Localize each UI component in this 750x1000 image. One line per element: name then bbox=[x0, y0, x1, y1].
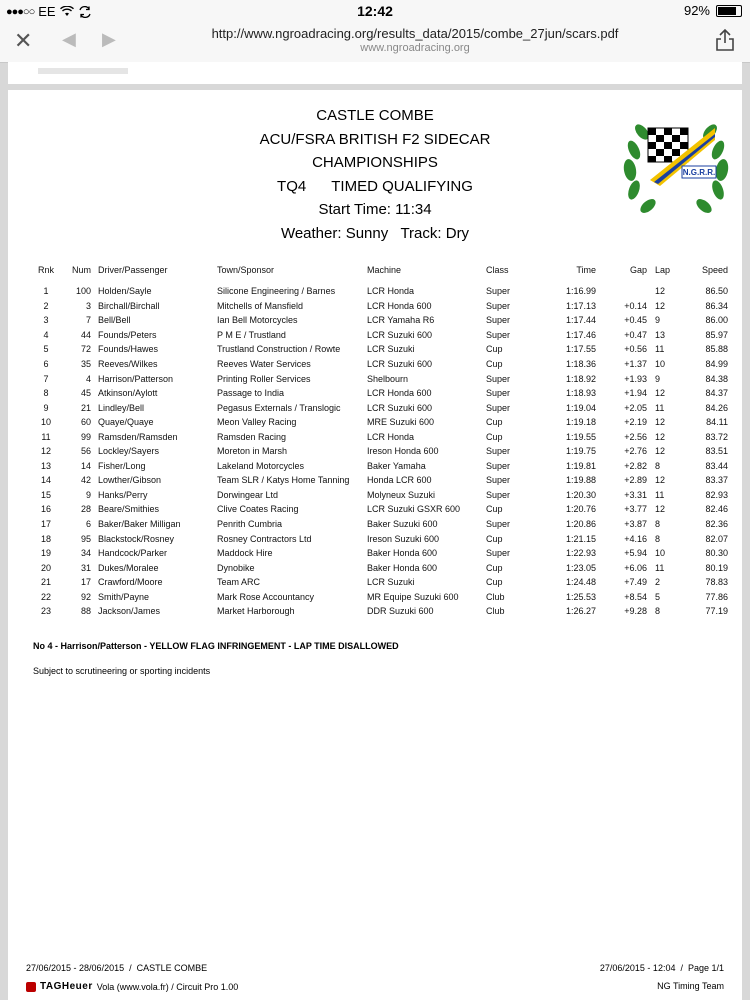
cell-car-number: 45 bbox=[80, 388, 91, 399]
cell-lap-time: 1:19.18 bbox=[565, 417, 596, 428]
cell-lap-time: 1:19.88 bbox=[565, 475, 596, 486]
cell-gap: +7.49 bbox=[624, 577, 647, 588]
col-town: Town/Sponsor bbox=[217, 265, 275, 275]
cell-speed: 82.07 bbox=[705, 533, 728, 544]
cell-machine: LCR Suzuki 600 bbox=[367, 402, 433, 413]
cell-car-number: 21 bbox=[80, 402, 91, 413]
cell-car-number: 34 bbox=[80, 548, 91, 559]
close-icon[interactable]: ✕ bbox=[14, 28, 33, 53]
forward-icon[interactable]: ▶ bbox=[102, 29, 116, 49]
subject-note: Subject to scrutineering or sporting incidents bbox=[33, 666, 211, 676]
cell-car-number: 7 bbox=[85, 315, 91, 326]
cell-car-number: 31 bbox=[80, 562, 91, 573]
cell-speed: 85.97 bbox=[705, 329, 728, 340]
cell-laps: 11 bbox=[655, 402, 665, 413]
cell-machine: Molyneux Suzuki bbox=[367, 489, 436, 500]
cell-laps: 8 bbox=[655, 606, 661, 617]
cell-laps: 12 bbox=[655, 504, 666, 515]
cell-class: Cup bbox=[486, 431, 503, 442]
col-num: Num bbox=[71, 265, 91, 275]
cell-car-number: 3 bbox=[85, 300, 91, 311]
cell-gap: +1.37 bbox=[624, 359, 647, 369]
cell-gap: +4.16 bbox=[624, 533, 647, 544]
cell-speed: 82.36 bbox=[705, 519, 728, 530]
session-name: TIMED QUALIFYING bbox=[331, 177, 473, 195]
cell-town-sponsor: P M E / Trustland bbox=[217, 329, 286, 340]
session-code: TQ4 bbox=[277, 177, 307, 195]
cell-rank: 10 bbox=[40, 417, 51, 428]
cell-gap bbox=[601, 284, 655, 299]
cell-laps: 12 bbox=[655, 388, 666, 399]
cell-class: Super bbox=[486, 300, 511, 311]
cell-speed: 84.11 bbox=[706, 417, 728, 428]
cell-machine: LCR Honda 600 bbox=[367, 388, 432, 399]
cell-car-number: 17 bbox=[80, 577, 91, 588]
footer-team: NG Timing Team bbox=[657, 981, 724, 991]
start-time: Start Time: 11:34 bbox=[318, 201, 432, 218]
cell-rank: 11 bbox=[41, 431, 51, 442]
col-class: Class bbox=[486, 265, 509, 275]
cell-laps: 8 bbox=[655, 460, 661, 471]
cell-machine: Baker Honda 600 bbox=[367, 548, 438, 559]
table-row bbox=[33, 444, 728, 459]
cell-driver-passenger: Lowther/Gibson bbox=[98, 475, 162, 486]
cell-town-sponsor: Silicone Engineering / Barnes bbox=[217, 286, 336, 297]
cell-speed: 84.99 bbox=[705, 359, 728, 369]
cell-driver-passenger: Crawford/Moore bbox=[98, 577, 163, 588]
cell-speed: 83.37 bbox=[705, 475, 728, 486]
cell-car-number: 42 bbox=[80, 475, 91, 486]
cell-car-number: 4 bbox=[85, 373, 91, 384]
cell-rank: 1 bbox=[43, 286, 49, 297]
cell-rank: 8 bbox=[43, 388, 49, 399]
cell-lap-time: 1:23.05 bbox=[565, 562, 596, 573]
cell-driver-passenger: Beare/Smithies bbox=[98, 504, 160, 515]
cell-driver-passenger: Hanks/Perry bbox=[98, 489, 148, 500]
tag-heuer-brand: TAGHeuer bbox=[40, 981, 93, 992]
footer-page: 27/06/2015 - 12:04 / Page 1/1 bbox=[599, 963, 724, 973]
cell-driver-passenger: Smith/Payne bbox=[98, 591, 150, 602]
software-credit: Vola (www.vola.fr) / Circuit Pro 1.00 bbox=[96, 981, 239, 992]
cell-driver-passenger: Founds/Hawes bbox=[98, 344, 159, 355]
cell-class: Super bbox=[486, 548, 511, 559]
signal-strength-icon: ●●●○○ bbox=[6, 5, 35, 18]
cell-laps: 12 bbox=[655, 446, 666, 457]
col-lap: Lap bbox=[655, 265, 671, 275]
cell-gap: +2.82 bbox=[624, 460, 647, 471]
cell-speed: 82.93 bbox=[705, 489, 728, 500]
cell-lap-time: 1:17.44 bbox=[565, 315, 596, 326]
cell-rank: 23 bbox=[40, 606, 51, 617]
cell-class: Super bbox=[486, 315, 511, 326]
table-row bbox=[33, 284, 728, 299]
cell-driver-passenger: Reeves/Wilkes bbox=[98, 359, 158, 369]
cell-town-sponsor: Ramsden Racing bbox=[217, 431, 287, 442]
cell-machine: Baker Suzuki 600 bbox=[367, 519, 438, 530]
cell-speed: 83.51 bbox=[705, 446, 728, 457]
cell-car-number: 95 bbox=[80, 533, 91, 544]
yellow-flag-notice: No 4 - Harrison/Patterson - YELLOW FLAG INFRINGEMENT - LAP TIME DISALLOWED bbox=[33, 641, 399, 651]
cell-machine: LCR Yamaha R6 bbox=[367, 315, 435, 326]
cell-laps: 11 bbox=[655, 562, 665, 573]
weather-track: Weather: Sunny Track: Dry bbox=[280, 224, 470, 242]
cell-town-sponsor: Printing Roller Services bbox=[217, 373, 311, 384]
cell-lap-time: 1:19.75 bbox=[565, 446, 596, 457]
cell-lap-time: 1:21.15 bbox=[565, 533, 596, 544]
table-row bbox=[33, 604, 728, 619]
cell-laps: 13 bbox=[655, 329, 666, 340]
pdf-page bbox=[8, 90, 742, 1000]
cell-rank: 17 bbox=[40, 519, 51, 530]
cell-machine: MR Equipe Suzuki 600 bbox=[367, 591, 459, 602]
tag-heuer-logo-icon bbox=[26, 982, 36, 992]
cell-gap: +0.47 bbox=[624, 329, 647, 340]
cell-driver-passenger: Dukes/Moralee bbox=[98, 562, 159, 573]
cell-rank: 15 bbox=[40, 489, 51, 500]
cell-town-sponsor: Mitchells of Mansfield bbox=[217, 300, 304, 311]
cell-town-sponsor: Meon Valley Racing bbox=[217, 417, 297, 428]
cell-gap: +0.14 bbox=[624, 300, 647, 311]
cell-town-sponsor: Trustland Construction / Rowte bbox=[217, 344, 341, 355]
battery-percent: 92% bbox=[683, 3, 710, 18]
cell-lap-time: 1:17.46 bbox=[565, 329, 596, 340]
cell-class: Cup bbox=[486, 504, 503, 515]
cell-town-sponsor: Passage to India bbox=[217, 388, 285, 399]
cell-town-sponsor: Lakeland Motorcycles bbox=[217, 460, 305, 471]
cell-lap-time: 1:26.27 bbox=[565, 606, 596, 617]
cell-speed: 82.46 bbox=[705, 504, 728, 515]
cell-driver-passenger: Founds/Peters bbox=[98, 329, 157, 340]
cell-lap-time: 1:24.48 bbox=[565, 577, 596, 588]
table-row bbox=[33, 575, 728, 590]
cell-speed: 78.83 bbox=[705, 577, 728, 588]
cell-class: Super bbox=[486, 475, 511, 486]
table-row bbox=[33, 313, 728, 328]
table-row bbox=[33, 400, 728, 415]
cell-car-number: 99 bbox=[80, 431, 91, 442]
cell-driver-passenger: Fisher/Long bbox=[98, 460, 146, 471]
cell-class: Cup bbox=[486, 562, 503, 573]
cell-driver-passenger: Harrison/Patterson bbox=[98, 373, 174, 384]
col-rnk: Rnk bbox=[37, 265, 54, 275]
cell-rank: 22 bbox=[40, 591, 51, 602]
cell-class: Cup bbox=[486, 533, 503, 544]
status-bar bbox=[0, 0, 750, 22]
cell-rank: 14 bbox=[40, 475, 51, 486]
results-table bbox=[33, 265, 728, 619]
table-row bbox=[33, 488, 728, 503]
cell-class: Super bbox=[486, 286, 511, 297]
cell-laps: 10 bbox=[655, 548, 666, 559]
table-row bbox=[33, 459, 728, 474]
cell-driver-passenger: Jackson/James bbox=[98, 606, 161, 617]
ngrr-logo bbox=[620, 110, 732, 218]
cell-laps: 12 bbox=[655, 431, 666, 442]
cell-class: Super bbox=[486, 373, 511, 384]
cell-gap: +1.93 bbox=[624, 373, 647, 384]
cell-driver-passenger: Ramsden/Ramsden bbox=[98, 431, 178, 442]
table-row bbox=[33, 299, 728, 314]
cell-machine: LCR Suzuki bbox=[367, 344, 415, 355]
cell-rank: 12 bbox=[40, 446, 51, 457]
cell-machine: Honda LCR 600 bbox=[367, 475, 432, 486]
cell-gap: +2.05 bbox=[624, 402, 647, 413]
table-row bbox=[33, 560, 728, 575]
cell-town-sponsor: Mark Rose Accountancy bbox=[217, 591, 315, 602]
col-time: Time bbox=[576, 265, 596, 275]
cell-driver-passenger: Baker/Baker Milligan bbox=[98, 519, 181, 530]
cell-lap-time: 1:22.93 bbox=[565, 548, 596, 559]
cell-class: Club bbox=[486, 591, 505, 602]
cell-gap: +3.87 bbox=[624, 519, 647, 530]
cell-laps: 5 bbox=[655, 591, 661, 602]
cell-driver-passenger: Bell/Bell bbox=[98, 315, 131, 326]
cell-speed: 83.72 bbox=[705, 431, 728, 442]
cell-speed: 84.38 bbox=[705, 373, 728, 384]
cell-driver-passenger: Quaye/Quaye bbox=[98, 417, 154, 428]
carrier-name: EE bbox=[38, 4, 56, 19]
cell-town-sponsor: Moreton in Marsh bbox=[217, 446, 288, 457]
cell-town-sponsor: Dorwingear Ltd bbox=[217, 489, 279, 500]
cell-class: Super bbox=[486, 489, 511, 500]
previous-page-strip bbox=[8, 62, 742, 84]
cell-class: Super bbox=[486, 388, 511, 399]
cell-machine: LCR Suzuki 600 bbox=[367, 359, 433, 369]
cell-car-number: 92 bbox=[80, 591, 91, 602]
cell-class: Super bbox=[486, 329, 511, 340]
cell-town-sponsor: Team SLR / Katys Home Tanning bbox=[217, 475, 350, 486]
cell-driver-passenger: Handcock/Parker bbox=[98, 548, 168, 559]
cell-gap: +2.76 bbox=[624, 446, 647, 457]
cell-class: Cup bbox=[486, 417, 503, 428]
cell-class: Super bbox=[486, 519, 511, 530]
cell-laps: 12 bbox=[655, 417, 666, 428]
event-title-line-3: CHAMPIONSHIPS bbox=[312, 154, 438, 171]
cell-machine: LCR Suzuki 600 bbox=[367, 329, 433, 340]
cell-gap: +9.28 bbox=[624, 606, 647, 617]
cell-speed: 80.30 bbox=[705, 548, 728, 559]
cell-speed: 80.19 bbox=[705, 562, 728, 573]
cell-gap: +3.31 bbox=[624, 489, 647, 500]
cell-machine: Baker Honda 600 bbox=[367, 562, 438, 573]
cell-rank: 3 bbox=[43, 315, 49, 326]
battery-icon bbox=[716, 5, 742, 17]
cell-laps: 9 bbox=[655, 373, 661, 384]
cell-rank: 18 bbox=[40, 533, 51, 544]
table-row bbox=[33, 517, 728, 532]
cell-gap: +0.45 bbox=[624, 315, 647, 326]
clock: 12:42 bbox=[357, 3, 393, 19]
cell-car-number: 9 bbox=[85, 489, 91, 500]
cell-machine: Shelbourn bbox=[367, 373, 409, 384]
cell-car-number: 35 bbox=[80, 359, 91, 369]
cell-gap: +3.77 bbox=[624, 504, 647, 515]
table-row bbox=[33, 589, 728, 604]
cell-lap-time: 1:20.76 bbox=[565, 504, 596, 515]
cell-speed: 86.00 bbox=[705, 315, 728, 326]
cell-machine: LCR Suzuki GSXR 600 bbox=[367, 504, 461, 515]
cell-lap-time: 1:18.93 bbox=[565, 388, 596, 399]
cell-gap: +1.94 bbox=[624, 388, 647, 399]
cell-driver-passenger: Lockley/Sayers bbox=[98, 446, 160, 457]
cell-rank: 2 bbox=[43, 300, 49, 311]
share-icon[interactable] bbox=[714, 28, 736, 52]
cell-rank: 20 bbox=[40, 562, 51, 573]
table-row bbox=[33, 429, 728, 444]
cell-laps: 12 bbox=[655, 300, 666, 311]
cell-class: Cup bbox=[486, 344, 503, 355]
cell-gap: +8.54 bbox=[624, 591, 647, 602]
url-text[interactable]: http://www.ngroadracing.org/results_data/2015/combe_27jun/scars.pdf bbox=[211, 26, 619, 41]
cell-lap-time: 1:17.55 bbox=[565, 344, 596, 355]
cell-driver-passenger: Atkinson/Aylott bbox=[98, 388, 158, 399]
cell-laps: 12 bbox=[655, 475, 666, 486]
col-machine: Machine bbox=[367, 265, 402, 275]
cell-gap: +5.94 bbox=[624, 548, 647, 559]
cell-town-sponsor: Maddock Hire bbox=[217, 548, 273, 559]
cell-laps: 2 bbox=[655, 577, 661, 588]
cell-rank: 21 bbox=[40, 577, 51, 588]
cell-town-sponsor: Market Harborough bbox=[217, 606, 295, 617]
cell-machine: LCR Honda 600 bbox=[367, 300, 432, 311]
cell-speed: 83.44 bbox=[705, 460, 728, 471]
cell-gap: +2.56 bbox=[624, 431, 647, 442]
cell-driver-passenger: Birchall/Birchall bbox=[98, 300, 160, 311]
cell-speed: 85.88 bbox=[705, 344, 728, 355]
cell-car-number: 28 bbox=[80, 504, 91, 515]
cell-speed: 86.34 bbox=[705, 300, 728, 311]
cell-rank: 6 bbox=[43, 359, 49, 369]
cell-rank: 16 bbox=[40, 504, 51, 515]
table-row bbox=[33, 328, 728, 343]
cell-gap: +2.89 bbox=[624, 475, 647, 486]
cell-machine: Ireson Honda 600 bbox=[367, 446, 439, 457]
cell-laps: 12 bbox=[655, 286, 666, 297]
cell-lap-time: 1:18.92 bbox=[565, 373, 596, 384]
table-row bbox=[33, 531, 728, 546]
domain-text: www.ngroadracing.org bbox=[360, 42, 470, 54]
cell-town-sponsor: Team ARC bbox=[217, 577, 261, 588]
cell-driver-passenger: Lindley/Bell bbox=[98, 402, 145, 413]
back-icon[interactable]: ◀ bbox=[62, 29, 76, 49]
event-title-line-2: ACU/FSRA BRITISH F2 SIDECAR bbox=[259, 130, 491, 148]
cell-machine: DDR Suzuki 600 bbox=[367, 606, 434, 617]
cell-class: Super bbox=[486, 460, 511, 471]
cell-laps: 10 bbox=[655, 359, 666, 369]
cell-rank: 13 bbox=[40, 460, 51, 471]
cell-town-sponsor: Clive Coates Racing bbox=[217, 504, 299, 515]
col-gap: Gap bbox=[629, 265, 647, 275]
cell-laps: 8 bbox=[655, 519, 661, 530]
cell-speed: 77.19 bbox=[705, 606, 728, 617]
cell-speed: 77.86 bbox=[705, 591, 728, 602]
cell-car-number: 100 bbox=[75, 286, 91, 297]
table-row bbox=[33, 415, 728, 430]
cell-laps: 8 bbox=[655, 533, 661, 544]
cell-rank: 9 bbox=[43, 402, 49, 413]
cell-laps: 11 bbox=[655, 489, 665, 500]
cell-rank: 4 bbox=[43, 329, 49, 340]
cell-laps: 11 bbox=[655, 344, 665, 355]
cell-machine: Baker Yamaha bbox=[367, 460, 426, 471]
cell-lap-time: 1:20.86 bbox=[565, 519, 596, 530]
cell-town-sponsor: Penrith Cumbria bbox=[217, 519, 283, 530]
cell-machine: Ireson Suzuki 600 bbox=[367, 533, 440, 544]
cell-class: Super bbox=[486, 402, 511, 413]
cell-town-sponsor: Dynobike bbox=[217, 562, 255, 573]
cell-lap-time: 1:25.53 bbox=[565, 591, 596, 602]
cell-machine: LCR Honda bbox=[367, 431, 415, 442]
table-row bbox=[33, 342, 728, 357]
cell-car-number: 6 bbox=[85, 519, 91, 530]
cell-lap-time: 1:17.13 bbox=[565, 300, 596, 311]
col-driver: Driver/Passenger bbox=[98, 265, 168, 275]
col-speed: Speed bbox=[701, 265, 728, 275]
cell-car-number: 72 bbox=[80, 344, 91, 355]
cell-class: Super bbox=[486, 446, 511, 457]
cell-lap-time: 1:16.99 bbox=[565, 286, 596, 297]
table-header-row bbox=[33, 265, 728, 284]
table-row bbox=[33, 546, 728, 561]
cell-rank: 7 bbox=[43, 373, 49, 384]
cell-rank: 19 bbox=[40, 548, 51, 559]
cell-car-number: 88 bbox=[80, 606, 91, 617]
cell-speed: 84.37 bbox=[705, 388, 728, 399]
cell-class: Club bbox=[486, 606, 505, 617]
footer-event: 27/06/2015 - 28/06/2015 / CASTLE COMBE bbox=[26, 963, 208, 973]
cell-speed: 86.50 bbox=[705, 286, 728, 297]
browser-toolbar bbox=[0, 22, 750, 63]
event-title-line-1: CASTLE COMBE bbox=[316, 107, 434, 124]
cell-gap: +0.56 bbox=[624, 344, 647, 355]
cell-driver-passenger: Blackstock/Rosney bbox=[98, 533, 175, 544]
cell-machine: LCR Honda bbox=[367, 286, 415, 297]
cell-town-sponsor: Pegasus Externals / Translogic bbox=[217, 402, 341, 413]
cell-machine: LCR Suzuki bbox=[367, 577, 415, 588]
logo-text: N.G.R.R. bbox=[682, 168, 716, 177]
cell-car-number: 60 bbox=[80, 417, 91, 428]
cell-laps: 9 bbox=[655, 315, 661, 326]
cell-lap-time: 1:20.30 bbox=[565, 489, 596, 500]
footer-software bbox=[26, 981, 238, 992]
cell-speed: 84.26 bbox=[705, 402, 728, 413]
cell-car-number: 14 bbox=[80, 460, 91, 471]
cell-lap-time: 1:19.04 bbox=[565, 402, 596, 413]
cell-driver-passenger: Holden/Sayle bbox=[98, 286, 152, 297]
cell-town-sponsor: Ian Bell Motorcycles bbox=[217, 315, 298, 326]
cell-class: Cup bbox=[486, 359, 503, 369]
cell-lap-time: 1:19.81 bbox=[565, 460, 596, 471]
table-row bbox=[33, 502, 728, 517]
cell-rank: 5 bbox=[43, 344, 49, 355]
cell-machine: MRE Suzuki 600 bbox=[367, 417, 435, 428]
cell-lap-time: 1:18.36 bbox=[565, 359, 596, 369]
cell-car-number: 44 bbox=[80, 329, 91, 340]
cell-class: Cup bbox=[486, 577, 503, 588]
cell-lap-time: 1:19.55 bbox=[565, 431, 596, 442]
table-row bbox=[33, 357, 728, 372]
table-row bbox=[33, 473, 728, 488]
cell-town-sponsor: Rosney Contractors Ltd bbox=[217, 533, 312, 544]
cell-gap: +2.19 bbox=[624, 417, 647, 428]
cell-car-number: 56 bbox=[80, 446, 91, 457]
table-row bbox=[33, 371, 728, 386]
cell-town-sponsor: Reeves Water Services bbox=[217, 359, 311, 369]
cell-gap: +6.06 bbox=[624, 562, 647, 573]
table-row bbox=[33, 386, 728, 401]
